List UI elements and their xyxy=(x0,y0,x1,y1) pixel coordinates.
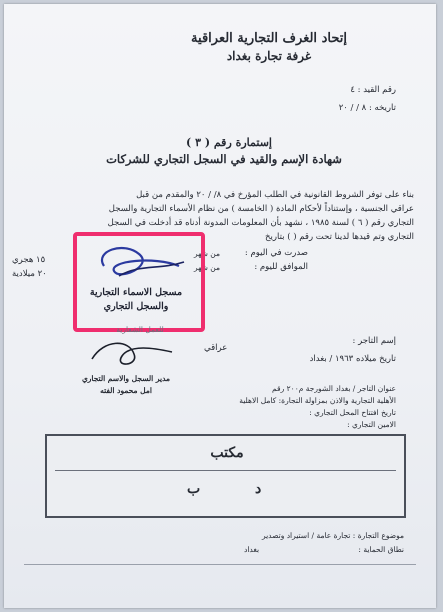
body-line-3: التجاري رقم ( ٦ ) لسنة ١٩٨٥ ، نشهد بأن المعلومات المدونة أدناه قد أدخلت في السجل xyxy=(107,218,414,228)
chamber-baghdad-title: غرفة تجارة بغداد xyxy=(226,49,312,63)
shop-open-date: تاريخ افتتاح المحل التجاري : xyxy=(309,408,396,417)
stamp-text-line2: والسجل التجاري xyxy=(103,301,169,312)
merchant-nationality: عراقي xyxy=(204,343,228,353)
director-title: مدير السجل والاسم التجاري xyxy=(81,374,171,383)
protection-scope-label: نطاق الحماية : xyxy=(358,545,404,554)
office-name-box xyxy=(45,434,406,518)
office-name-end: ب xyxy=(187,481,201,497)
merchant-address: عنوان التاجر / بغداد الشورجة م٢٠٠ رقم xyxy=(272,384,396,393)
merchant-capacity: الأهلية التجارية والاذن بمزاولة التجارة: كامل الاهلية xyxy=(239,396,396,405)
registration-date: تاريخه : ٨ / / ٢٠ xyxy=(338,103,396,113)
office-box-title: مكتب xyxy=(210,445,244,461)
certificate-document xyxy=(4,4,436,608)
body-line-2: عراقي الجنسية ، وإستناداً لأحكام المادة ( الخامسة ) من نظام الأسماء التجارية والسجل xyxy=(108,204,414,214)
body-line-4: التجاري وتم قيدها لدينا تحت رقم ( ) بتاريخ xyxy=(265,232,414,242)
hijri-month-label: من شهر xyxy=(194,249,220,258)
stamp-text-line1: مسجل الاسماء التجارية xyxy=(89,287,183,298)
trade-assistant: الامين التجاري : xyxy=(347,420,396,429)
protection-scope-value: بغداد xyxy=(244,545,260,554)
trade-subject: موضوع التجارة : تجارة عامة / استيراد وتصدير xyxy=(261,531,404,540)
registration-number: رقم القيد : ٤ xyxy=(350,85,396,95)
merchant-name-label: إسم التاجر : xyxy=(352,336,396,346)
merchant-birth: تاريخ ميلاده ١٩٦٣ / بغداد xyxy=(309,354,396,364)
agreed-day-label: الموافق لليوم : xyxy=(254,262,308,272)
office-box-divider xyxy=(55,470,396,471)
chamber-federation-title: إتحاد الغرف التجارية العراقية xyxy=(191,31,347,46)
body-line-1: بناء على توفر الشروط القانونية في الطلب المؤرخ في ٨/ / ٢٠ والمقدم من قبل xyxy=(136,190,414,200)
form-number: إستمارة رقم ( ٣ ) xyxy=(186,136,272,149)
hijri-year: ١٥ هجري xyxy=(12,255,46,265)
footer-divider xyxy=(24,564,416,565)
office-name-start: د xyxy=(255,481,262,497)
gregorian-month-label: من شهر xyxy=(194,263,220,272)
director-name: امل محمود الفته xyxy=(100,386,152,395)
issued-day-label: صدرت في اليوم : xyxy=(244,248,308,258)
director-signature xyxy=(84,334,179,374)
stamp-highlight-box xyxy=(73,232,205,332)
gregorian-year: ٢٠ ميلادية xyxy=(12,269,47,279)
stamp-below-text: للعمل الشعارية xyxy=(116,325,164,334)
certificate-title: شهادة الإسم والقيد في السجل التجاري للشركات xyxy=(106,152,342,166)
